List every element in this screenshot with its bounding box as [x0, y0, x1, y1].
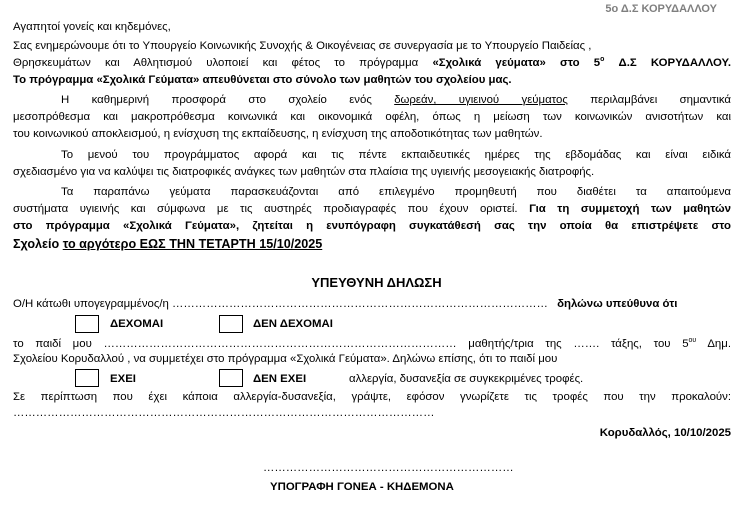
paragraph-4-line-2: συστήματα υγιεινής και σύμφωνα με τις αυστηρές προδιαγραφές που έχουν οριστεί. Για τη συμμετοχή των μαθητών	[13, 203, 731, 215]
no-allergy-label: ΔΕΝ ΕΧΕΙ	[253, 373, 307, 385]
declaration-title: ΥΠΕΥΘΥΝΗ ΔΗΛΩΣΗ	[311, 275, 442, 290]
paragraph-4-line-4: Σχολείο το αργότερο ΕΩΣ ΤΗΝ ΤΕΤΑΡΤΗ 15/10/2025	[13, 237, 323, 251]
signature-caption: ΥΠΟΓΡΑΦΗ ΓΟΝΕΑ - ΚΗΔΕΜΟΝΑ	[270, 481, 454, 493]
no-allergy-checkbox[interactable]	[219, 369, 243, 387]
decline-checkbox[interactable]	[219, 315, 243, 333]
program-name: «Σχολικά γεύματα»	[432, 56, 546, 69]
school-name: Δ.Σ ΚΟΡΥΔΑΛΛΟΥ.	[618, 56, 731, 69]
school-header: 5ο Δ.Σ ΚΟΡΥΔΑΛΛΟΥ	[605, 3, 717, 15]
paragraph-2-line-1: Η καθημερινή προσφορά στο σχολείο ενός δωρεάν, υγιεινού γεύματος περιλαμβάνει σημαντικά	[61, 94, 732, 106]
date-place: Κορυδαλλός, 10/10/2025	[599, 427, 731, 439]
has-allergy-checkbox[interactable]	[75, 369, 99, 387]
declarant-name-field[interactable]: ………………………………………………………………………………………	[172, 298, 548, 310]
allergy-instruction: Σε περίπτωση που έχει κάποια αλλεργία-δυσανεξία, γράψτε, εφόσον γνωρίζετε τις τροφές που την προκαλούν:	[13, 391, 731, 403]
paragraph-1-line-1: Σας ενημερώνουμε ότι το Υπουργείο Κοινωνικής Συνοχής & Οικογένειας σε συνεργασία με το Υπουργείο Παιδείας ,	[13, 40, 592, 52]
deadline-text: το αργότερο ΕΩΣ ΤΗΝ ΤΕΤΑΡΤΗ 15/10/2025	[62, 237, 323, 251]
decline-label: ΔΕΝ ΔΕΧΟΜΑΙ	[253, 318, 333, 330]
declarant-line: Ο/Η κάτωθι υπογεγραμμένος/η ……………………………………………………………………………………… δηλώνω υπεύθυνα ότι	[13, 298, 678, 310]
accept-checkbox[interactable]	[75, 315, 99, 333]
student-name-field[interactable]: …………………………………………………………………………………	[103, 337, 457, 350]
participation-line: Σχολείου Κορυδαλλού , να συμμετέχει στο πρόγραμμα «Σχολικά Γεύματα». Δηλώνω επίσης, ότι το παιδί μου	[13, 353, 558, 365]
allergy-text: αλλεργία, δυσανεξία σε συγκεκριμένες τροφές.	[349, 373, 584, 385]
signature-field[interactable]: …………………………………………………………	[263, 462, 514, 474]
has-allergy-label: ΕΧΕΙ	[110, 373, 136, 385]
paragraph-3-line-2: σχεδιασμένο για να καλύψει τις διατροφικές ανάγκες των μαθητών στα πλαίσια της υγιεινής μεσογειακής διατροφής.	[13, 166, 595, 178]
free-meal-text: δωρεάν, υγιεινού γεύματος	[394, 94, 568, 106]
allergy-details-field[interactable]: …………………………………………………………………………………………………	[13, 407, 435, 419]
paragraph-3-line-1: Το μενού του προγράμματος αφορά και τις πέντε εκπαιδευτικές ημέρες της εβδομάδας και είναι ειδικά	[61, 149, 731, 161]
paragraph-1-line-3: Το πρόγραμμα «Σχολικά Γεύματα» απευθύνεται στο σύνολο των μαθητών του σχολείου μας.	[13, 74, 512, 86]
student-line: το παιδί μου ………………………………………………………………………………… μαθητής/τρια της ……. τάξης, του $5^{o\upsilon}$ Δημ.	[13, 337, 731, 350]
paragraph-4-line-1: Τα παραπάνω γεύματα παρασκευάζονται από επιλεγμένο προμηθευτή που διαθέτει τα απαιτούμενα	[61, 186, 731, 198]
paragraph-1-line-2: Θρησκευμάτων και Αθλητισμού υλοποιεί και φέτος το πρόγραμμα «Σχολικά γεύματα» στο $5^o$ Δ.Σ ΚΟΡΥΔΑΛΛΟΥ.	[13, 56, 731, 69]
paragraph-2-line-3: του κοινωνικού αποκλεισμού, η ενίσχυση της εκπαίδευσης, η ενίσχυση της αποδοτικότητας των μαθητών.	[13, 128, 543, 140]
class-field[interactable]: …….	[573, 337, 600, 350]
salutation: Αγαπητοί γονείς και κηδεμόνες,	[13, 21, 171, 33]
paragraph-2-line-2: μεσοπρόθεσμα και μακροπρόθεσμα κοινωνικά και οικονομικά οφέλη, όπως η μείωση των κοινωνικών ανισοτήτων και	[13, 111, 731, 123]
accept-label: ΔΕΧΟΜΑΙ	[110, 318, 164, 330]
paragraph-4-line-3: στο πρόγραμμα «Σχολικά Γεύματα», ζητείται η ενυπόγραφη συγκατάθεσή σας την οποία θα επιστρέψετε στο	[13, 220, 731, 232]
